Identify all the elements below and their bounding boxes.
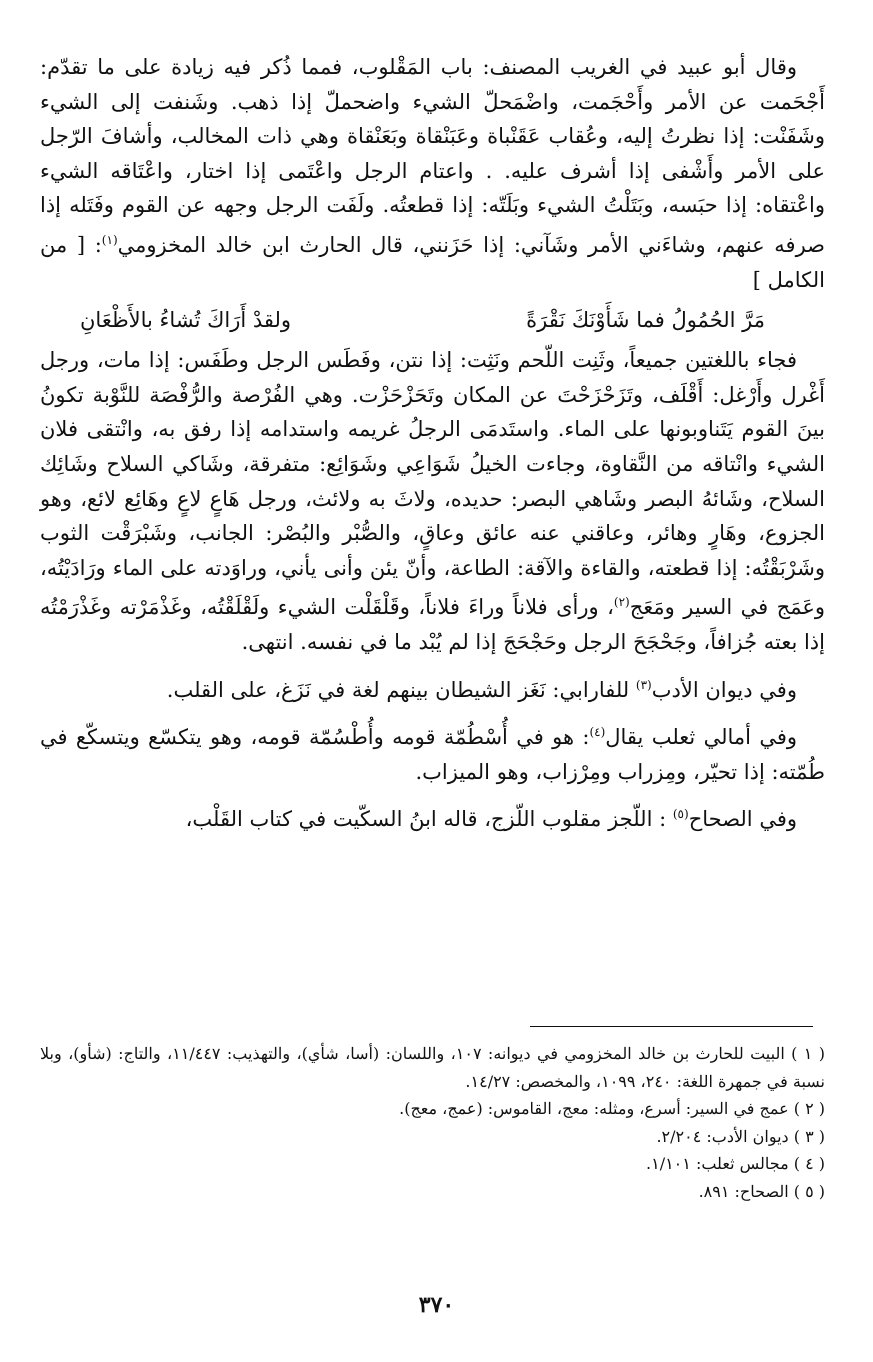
paragraph-3 [40,668,825,708]
meter-label: : [ من الكامل ] [40,232,825,292]
paragraph-5-head: وفي الصحاح [688,807,797,832]
paragraph-2-text: فجاء باللغتين جميعاً، وثَنِت اللّحم ونَثِت: إذا نتن، وفَطَس الرجل وطَفَس: إذا مات، ورجل أَغْرل وأَرْغل: أَقْلَف، وتَزَحْزَحْتَ عن المكان وتَحَزْحَزْت. وهي الفُرْصة والرُّفْصَة للنَّوْبة تكونُ بينَ القوم يَتَناوبونها على الماء. واستَدمَى الرجلُ غريمه واستدامه إذا رفق به، وانْتقى فلان الشيء وانْتاقه من النَّقاوة، وجاءت الخيلُ شَوَاعِي وشَوَائِع: متفرقة، وشَاكي السلاح وشَائِك السلاح، وشَائهُ البصر وشَاهي البصر: حديده، ولاثَ به ولائث، ورجل هَاعٍ لاعٍ وهَائِع لائع، وهو الجزوع، وهَارٍ وهائر، وعاقني عنه عائق وعاقٍ، والصُّبْر والبُصْر: الجانب، وشَبْرَقْت الثوب وشَرْبَقْتُه: إذا قطعته، والقاءة والآقة: الطاعة، وأنّ يئن وأنى يأني، وراوَدته على الماء ورَادَيْتُه، وعَمَج في السير ومَعَج [40,348,825,620]
footnote-text: ديوان الأدب: ٢/٢٠٤. [656,1126,789,1146]
verse-first-hemistich: مَرَّ الحُمُولُ فما شَأَوْنَكَ نَقْرَةً [526,308,765,333]
footnote-text: الصحاح: ٨٩١. [698,1181,789,1201]
main-text [40,50,825,837]
paragraph-3-tail: للفارابي: نَغَز الشيطان بينهم لغة في نَزَغ، على القلب. [166,677,636,702]
poetry-verse [40,297,825,343]
paragraph-3-head: وفي ديوان الأدب [651,677,797,702]
paragraph-2 [40,343,825,659]
footnote-text: عمج في السير: أسرع، ومثله: معج، القاموس: (عمج، معج). [399,1099,789,1118]
footnote-marker-3: (٣) [635,677,652,692]
footnote-number: ( ١ ) [791,1044,826,1063]
footnotes [40,1040,825,1205]
paragraph-4 [40,715,825,789]
footnote-marker-5: (٥) [672,807,689,822]
footnote-3 [40,1123,825,1151]
page-number: ٣٧٠ [418,1292,455,1318]
paragraph-5-tail: : اللّجز مقلوب اللّزج، قاله ابنُ السكّيت في كتاب القَلْب، [185,807,673,832]
footnote-1 [40,1040,825,1095]
footnote-2 [40,1095,825,1123]
paragraph-1 [40,50,825,297]
footnote-marker-1: (١) [101,232,118,247]
footnote-text: مجالس ثعلب: ١/١٠١. [646,1154,789,1173]
paragraph-4-tail: : هو في أُسْطُمّة قومه وأُطْسُمّة قومه، وهو يتكسّع ويتسكّع في طُمّته: إذا تحيّر، ومِزراب ومِرْزاب، وهو الميزاب. [40,725,825,784]
verse-second-hemistich: ولقدْ أَرَاكَ تُشاءُ بالأَظْعَانِ [80,308,292,333]
footnote-marker-4: (٤) [589,725,606,740]
footnote-text: البيت للحارث بن خالد المخزومي في ديوانه: ١٠٧، واللسان: (أسا، شأي)، والتهذيب: ١١/٤٤٧، والتاج: (شأو)، وبلا نسبة في جمهرة اللغة: ٢٤٠، ١٠٩٩، والمخصص: ١٤/٢٧. [40,1044,825,1091]
footnote-number: ( ٢ ) [793,1099,825,1118]
footnote-divider [530,1026,813,1027]
footnote-number: ( ٣ ) [793,1126,825,1146]
paragraph-4-head: وفي أمالي ثعلب يقال [605,725,797,750]
footnote-4 [40,1150,825,1178]
footnote-5 [40,1178,825,1206]
paragraph-2-tail: ، ورأى فلاناً وراءَ فلاناً، وقَلْقَلْت الشيء ولَقْلَقْتُه، وغَذْمَرْته وغَذْرَمْتُه إذا بعته جُزافاً، وجَحْجَحَ الرجل وحَجْحَجَ إذا لم يُبْد ما في نفسه. انتهى. [40,595,825,654]
footnote-number: ( ٥ ) [793,1181,825,1201]
footnote-number: ( ٤ ) [793,1154,825,1173]
paragraph-5 [40,797,825,837]
paragraph-1-text: وقال أبو عبيد في الغريب المصنف: باب المَقْلوب، فمما ذُكر فيه زيادة على ما تقدّم: أَجْحَمت عن الأمر وأَحْجَمت، واضْمَحلّ الشيء واضحملّ إذا ذهب. وشَنفت إلى الشيء وشَفَنْت: إذا نظرتُ إليه، وعُقاب عَقَنْباة وعَبَنْقاة وبَعَنْقاة وهي ذات المخالب، وأشافَ الرّجل على الأمر وأَشْفى إذا أشرف عليه. . واعتام الرجل واعْتَمى إذا اختار، واعْتَاقه الشيء واعْتقاه: إذا حبَسه، وبَتَلْتُ الشيء وبَلَتّه: إذا قطعتُه. ولَفَت الرجل وجهه عن القوم وفَتَله إذا صرفه عنهم، وشاءَني الأمر وشَآني: إذا حَزَنني، قال الحارث ابن خالد المخزومي [40,55,825,257]
footnote-marker-2: (٢) [613,595,630,610]
